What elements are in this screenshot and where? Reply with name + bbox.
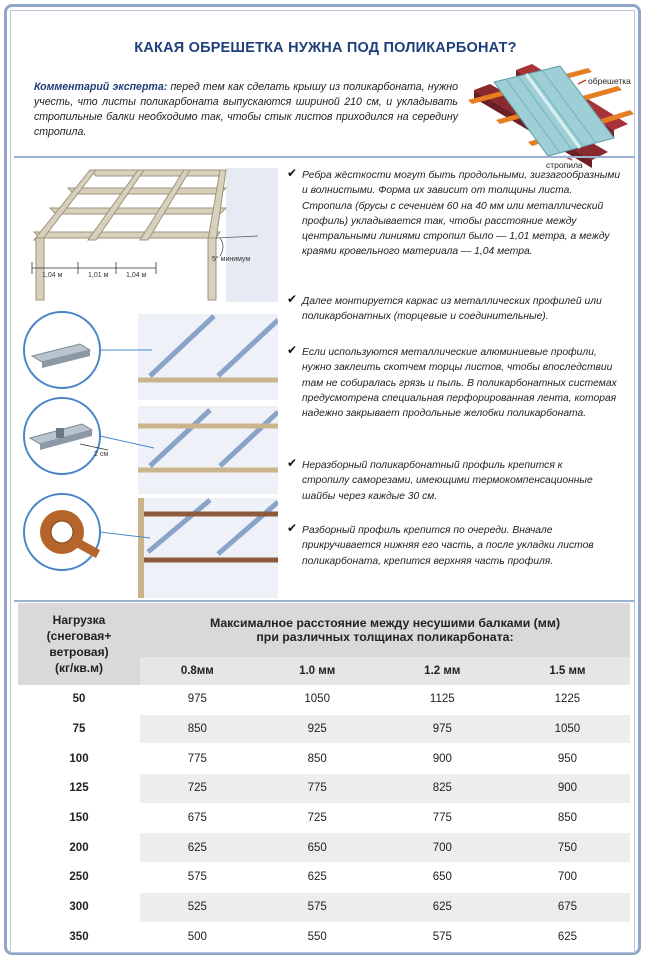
angle-label: 5° минимум [212,256,251,263]
distance-cell: 850 [505,803,630,833]
distance-cell: 625 [380,892,505,922]
thickness-header: 0.8мм [140,657,255,685]
bullet-1-text: Ребра жёсткости могут быть продольными, зигзагообразными и волнистыми. Форма их зависит от толщины листа. Стропила (брусы с сечением 60 на 40 мм или металлический профиль) укладывается так, чтобы расстояние между центральными линиями стропил было — 1,01 метра, а между краями кровельного материала — 1,04 метра. [302,170,621,258]
distance-cell: 675 [140,803,255,833]
load-cell: 350 [18,922,140,952]
thickness-header: 1.5 мм [505,657,630,685]
bullet-3 [287,343,622,421]
distance-cell: 725 [255,803,380,833]
distance-cell: 525 [140,892,255,922]
load-cell: 150 [18,803,140,833]
profile-illustrations [20,306,278,600]
distance-cell: 975 [140,685,255,714]
distance-cell: 650 [255,833,380,863]
dimension-2: 1,01 м [88,272,109,279]
distance-header: Максималное расстояние между несушими балками (мм) при различных толщинах поликарбоната: [140,603,630,657]
distance-cell: 750 [505,833,630,863]
lathing-illustration [468,62,638,170]
check-icon: ✔ [287,166,298,180]
table-row [18,714,630,744]
distance-cell: 575 [255,892,380,922]
load-cell: 250 [18,863,140,893]
check-icon: ✔ [287,343,298,357]
table-row [18,685,630,714]
section-divider [14,600,635,602]
distance-cell: 550 [255,922,380,952]
label-lathing: обрешетка [588,76,631,86]
distance-cell: 925 [255,714,380,744]
bullet-5-text: Разборный профиль крепится по очереди. Вначале прикручивается нижняя его часть, а после укладки листов поликарбоната, крепится верхняя часть профиля. [302,525,594,567]
load-cell: 125 [18,774,140,804]
load-cell: 100 [18,744,140,774]
table-row [18,863,630,893]
distance-cell: 825 [380,774,505,804]
distance-cell: 975 [380,714,505,744]
check-icon: ✔ [287,456,298,470]
distance-cell: 575 [380,922,505,952]
dimension-3: 1,04 м [126,272,147,279]
bullet-4-text: Неразборный поликарбонатный профиль крепится к стропилу саморезами, имеющими термокомпенсационные шайбы через каждые 30 см. [302,460,593,502]
label-rafter: стропила [546,160,583,170]
load-table [18,603,630,952]
distance-cell: 850 [255,744,380,774]
table-row [18,833,630,863]
table-row [18,774,630,804]
bullet-1 [287,166,622,260]
load-header: Нагрузка (снеговая+ ветровая) (кг/кв.м) [18,603,140,685]
distance-cell: 900 [505,774,630,804]
distance-cell: 650 [380,863,505,893]
load-cell: 50 [18,685,140,714]
table-row [18,922,630,952]
distance-cell: 625 [255,863,380,893]
distance-cell: 725 [140,774,255,804]
profile-dimension: 2 см [94,451,109,458]
load-cell: 75 [18,714,140,744]
page-title: КАКАЯ ОБРЕШЕТКА НУЖНА ПОД ПОЛИКАРБОНАТ? [134,40,517,56]
distance-cell: 775 [255,774,380,804]
bullet-2-text: Далее монтируется каркас из металлических профилей или поликарбонатных (торцевые и соединительные). [302,296,602,323]
thickness-header: 1.0 мм [255,657,380,685]
distance-cell: 775 [380,803,505,833]
distance-cell: 675 [505,892,630,922]
distance-cell: 625 [140,833,255,863]
distance-cell: 700 [380,833,505,863]
distance-cell: 1050 [255,685,380,714]
expert-comment-text: перед тем как сделать крышу из поликарбоната, нужно учесть, что листы поликарбоната выпускаются шириной 210 см, и укладывать стропильные балки необходимо так, чтобы стык листов приходился на середину стропила. [34,81,458,138]
distance-cell: 1125 [380,685,505,714]
bullet-3-text: Если используются металлические алюминиевые профили, нужно заклеить скотчем торцы листов, чтобы впоследствии там не собиралась грязь и пыль. В поликарбонатных системах предусмотрена специальная перфорированная лента, которая надежно закрывает продольные желобки поликарбоната. [302,347,617,420]
distance-cell: 1050 [505,714,630,744]
dimension-1: 1,04 м [42,272,63,279]
expert-comment [34,80,458,140]
distance-cell: 700 [505,863,630,893]
bullet-2 [287,292,622,325]
table-row [18,803,630,833]
distance-cell: 950 [505,744,630,774]
bullet-4 [287,456,610,504]
load-cell: 300 [18,892,140,922]
distance-cell: 575 [140,863,255,893]
distance-cell: 850 [140,714,255,744]
check-icon: ✔ [287,521,298,535]
distance-cell: 775 [140,744,255,774]
load-cell: 200 [18,833,140,863]
distance-cell: 625 [505,922,630,952]
bullet-5 [287,521,614,569]
expert-comment-lead: Комментарий эксперта: [34,81,168,93]
section-divider [14,156,635,158]
distance-cell: 500 [140,922,255,952]
roof-frame-illustration [20,166,278,302]
table-row [18,892,630,922]
load-table-area [14,603,635,952]
table-row [18,744,630,774]
thickness-header: 1.2 мм [380,657,505,685]
distance-cell: 900 [380,744,505,774]
check-icon: ✔ [287,292,298,306]
distance-cell: 1225 [505,685,630,714]
